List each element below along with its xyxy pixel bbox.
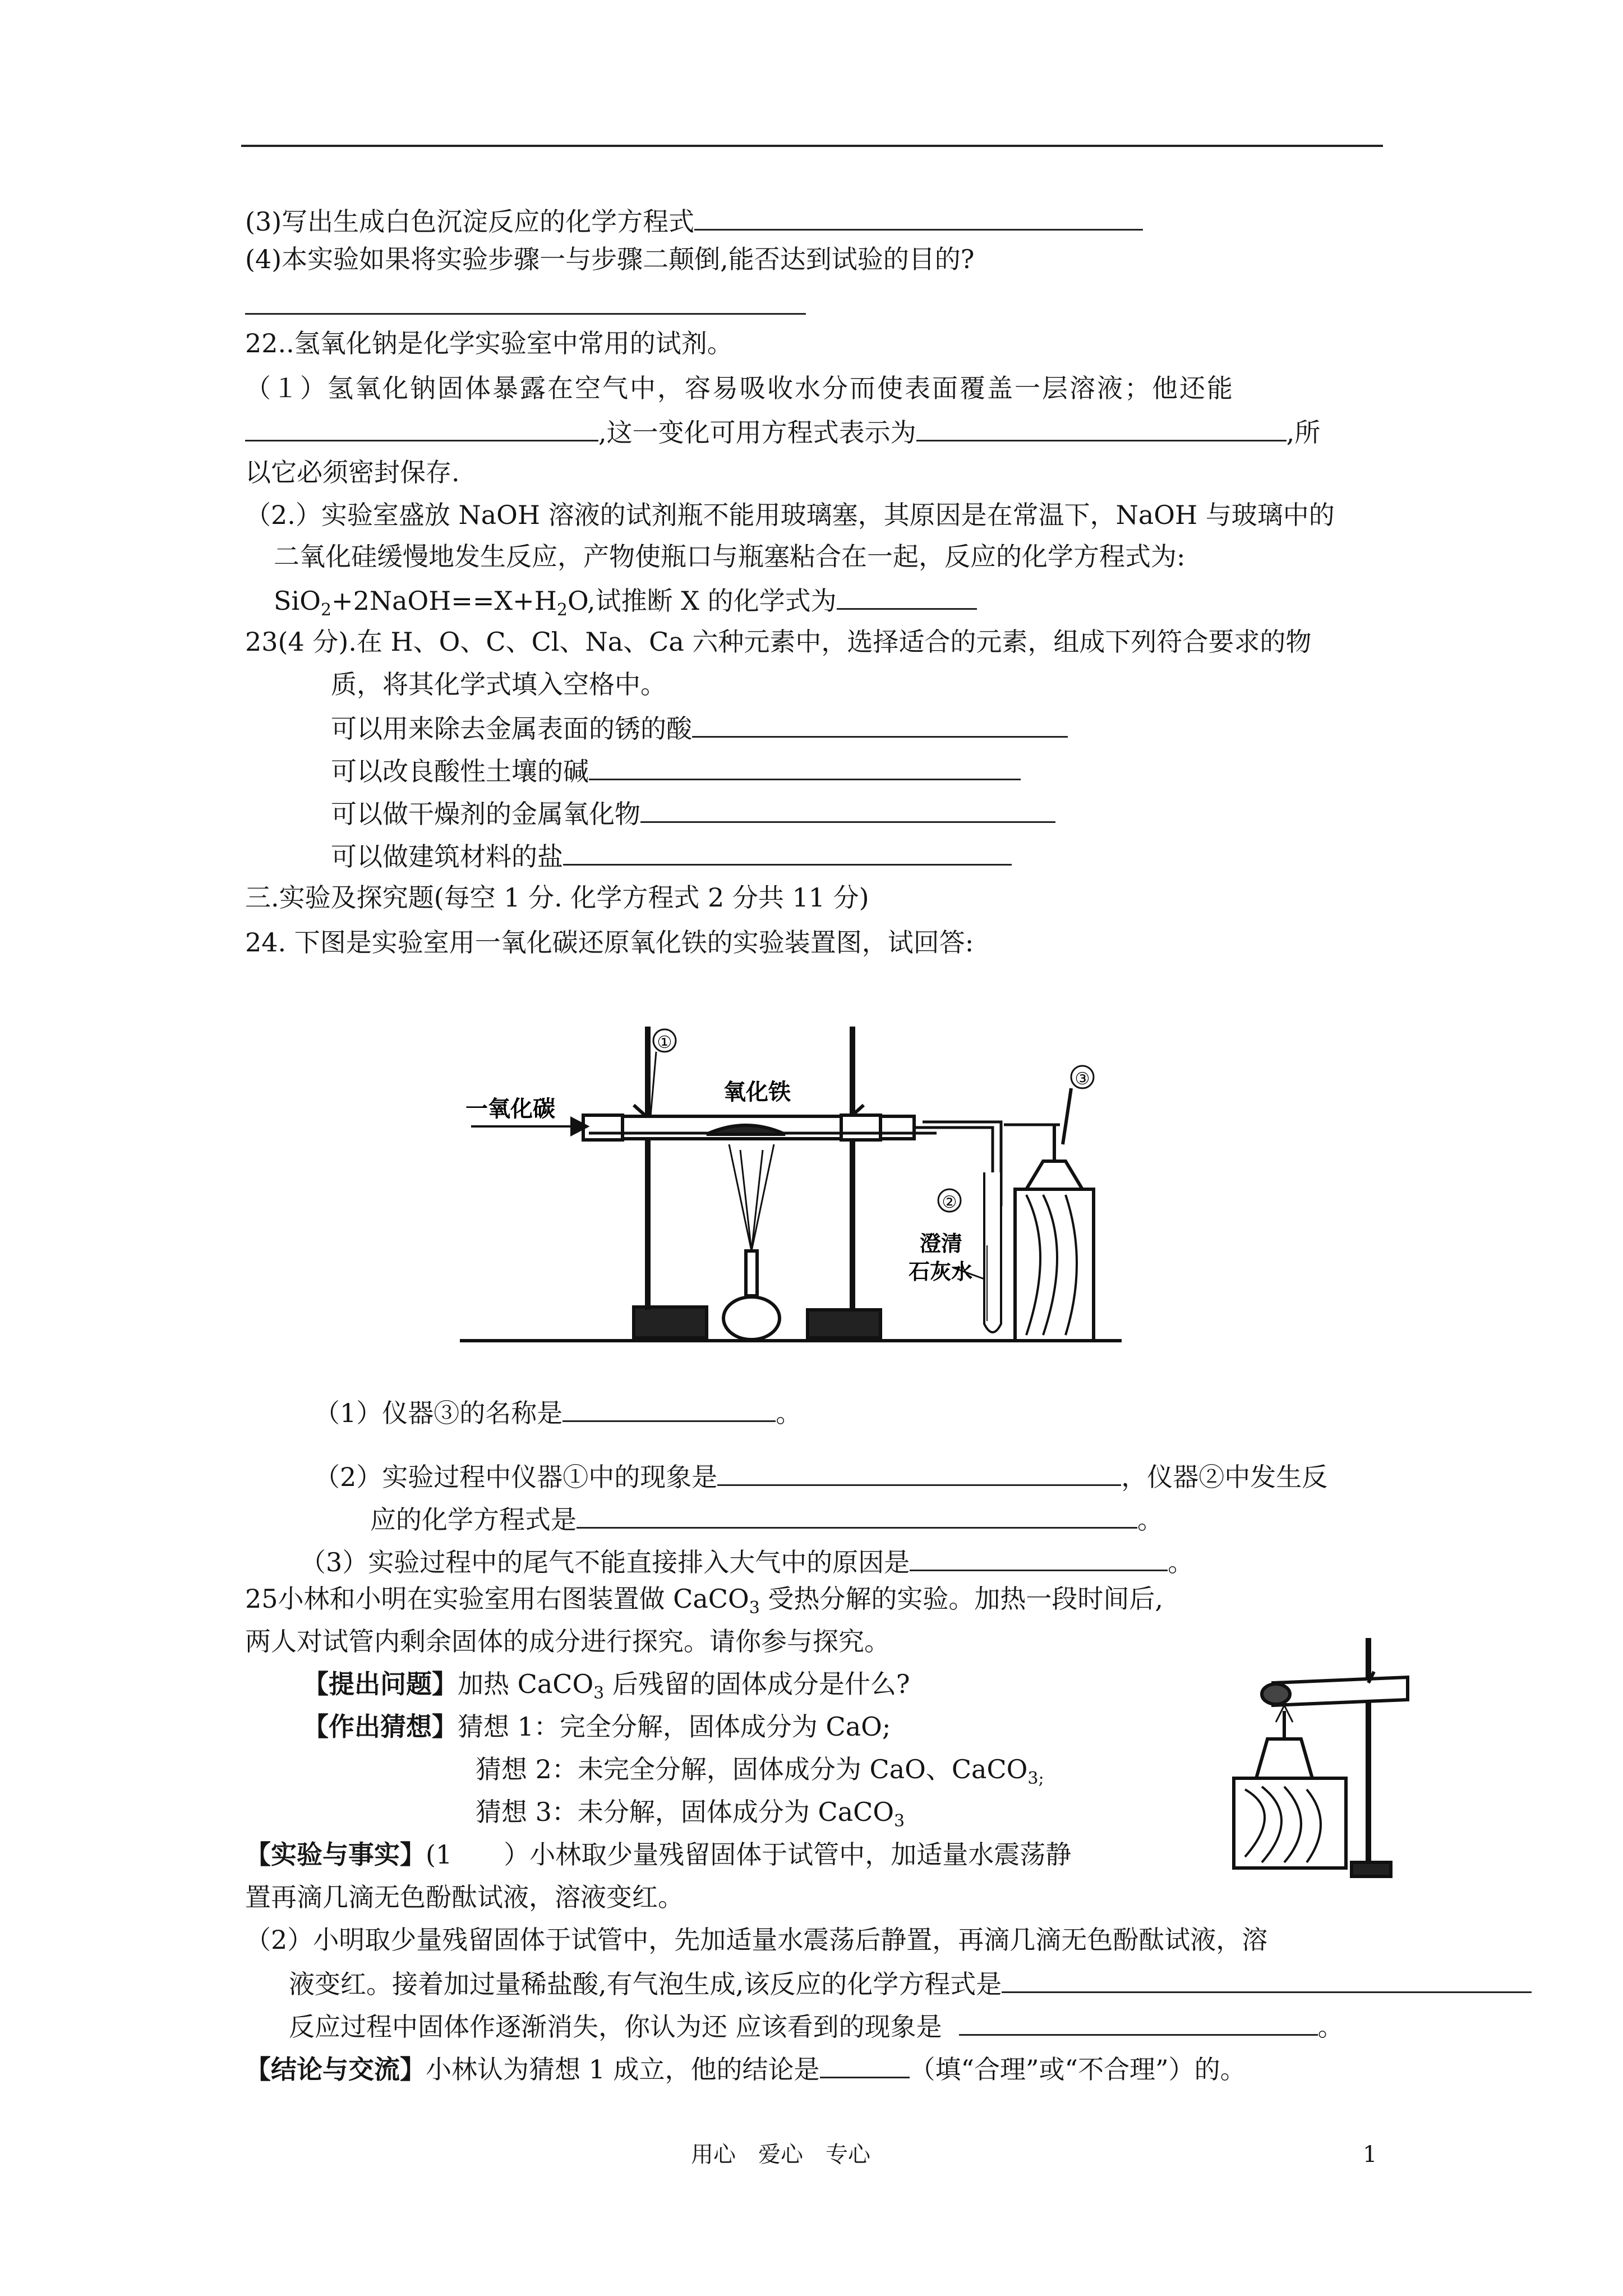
answer-blank[interactable]: [563, 838, 1012, 866]
q25-g: 【实验与事实】(1 ）小林取少量残留固体于试管中，加适量水震荡静: [245, 1839, 1072, 1870]
answer-blank[interactable]: [1002, 1966, 1532, 1993]
q24-3: （3）实验过程中的尾气不能直接排入大气中的原因是 。: [300, 1544, 1193, 1579]
q24-2b: 应的化学方程式是 。: [370, 1501, 1163, 1536]
answer-blank[interactable]: [577, 1501, 1137, 1529]
answer-blank[interactable]: [837, 582, 977, 610]
label-2: ②: [942, 1193, 957, 1212]
q21-4-answer: [245, 287, 806, 323]
q24-1: （1）仪器③的名称是 。: [314, 1395, 801, 1430]
q25-i: （2）小明取少量残留固体于试管中，先加适量水震荡后静置，再滴几滴无色酚酞试液，溶: [245, 1925, 1268, 1955]
q24: 24. 下图是实验室用一氧化碳还原氧化铁的实验装置图，试回答:: [245, 927, 974, 958]
answer-blank[interactable]: [717, 1458, 1121, 1486]
q22-1b: ,这一变化可用方程式表示为 ,所: [245, 414, 1320, 449]
co-reduction-apparatus-figure: [449, 1004, 1133, 1352]
answer-blank[interactable]: [640, 795, 1055, 823]
limewater-label-1: 澄清: [920, 1231, 963, 1256]
page-number: 1: [1363, 2142, 1377, 2168]
q22-2a: （2.）实验室盛放 NaOH 溶液的试剂瓶不能用玻璃塞，其原因是在常温下，NaOH 与玻璃中的: [245, 500, 1335, 530]
q25-h: 置再滴几滴无色酚酞试液，溶液变红。: [245, 1882, 684, 1912]
answer-blank[interactable]: [562, 1395, 776, 1422]
q24-2: （2）实验过程中仪器①中的现象是 ，仪器②中发生反: [314, 1458, 1327, 1494]
caco3-heating-figure: [1223, 1627, 1436, 1879]
q23-b: 质，将其化学式填入空格中。: [331, 669, 666, 700]
q25-a: 25小林和小明在实验室用右图装置做 CaCO$_3$ 受热分解的实验。加热一段时间后,: [245, 1584, 1164, 1618]
answer-blank[interactable]: [589, 753, 1021, 780]
footer-motto: 用心 爱心 专心: [691, 2142, 870, 2168]
label-3: ③: [1075, 1069, 1090, 1089]
q23-f: 可以做建筑材料的盐: [331, 838, 1012, 873]
q25-l: 【结论与交流】小林认为猜想 1 成立，他的结论是 （填“合理”或“不合理”）的。: [245, 2051, 1246, 2086]
q23-c: 可以用来除去金属表面的锈的酸: [331, 710, 1068, 746]
label-1: ①: [657, 1033, 672, 1052]
q21-4: (4)本实验如果将实验步骤一与步骤二颠倒,能否达到试验的目的?: [245, 244, 975, 274]
q25-d: 【作出猜想】猜想 1：完全分解，固体成分为 CaO;: [303, 1711, 891, 1742]
answer-blank[interactable]: [692, 710, 1068, 738]
answer-blank[interactable]: [694, 203, 1143, 231]
q22-2c: $SiO_2+2NaOH==X+H_2O$,试推断 X 的化学式为: [274, 582, 977, 618]
answer-blank[interactable]: [245, 414, 598, 441]
answer-blank[interactable]: [959, 2008, 1318, 2036]
q25-j: 液变红。接着加过量稀盐酸,有气泡生成,该反应的化学方程式是: [289, 1966, 1532, 2001]
q23-d: 可以改良酸性土壤的碱: [331, 753, 1021, 788]
q22-1c: 以它必须密封保存.: [245, 457, 460, 487]
section-3-title: 三.实验及探究题(每空 1 分. 化学方程式 2 分共 11 分): [245, 882, 869, 913]
q21-3: (3)写出生成白色沉淀反应的化学方程式: [245, 203, 1143, 238]
answer-blank[interactable]: [245, 287, 806, 315]
q25-e: 猜想 2：未完全分解，固体成分为 CaO、CaCO$_{3;}$: [476, 1754, 1044, 1789]
q22-1a: （１）氢氧化钠固体暴露在空气中，容易吸收水分而使表面覆盖一层溶液；他还能: [245, 373, 1234, 403]
limewater-label-2: 石灰水: [909, 1259, 973, 1284]
q25-c: 【提出问题】加热 CaCO$_3$ 后残留的固体成分是什么?: [303, 1669, 910, 1704]
q22-2b: 二氧化硅缓慢地发生反应，产物使瓶口与瓶塞粘合在一起，反应的化学方程式为:: [274, 541, 1186, 572]
header-rule: [241, 145, 1383, 147]
q23-e: 可以做干燥剂的金属氧化物: [331, 795, 1055, 831]
q25-k: 反应过程中固体作逐渐消失，你认为还 应该看到的现象是 。: [289, 2008, 1344, 2044]
q22-title: 22..氢氧化钠是化学实验室中常用的试剂。: [245, 328, 733, 358]
answer-blank[interactable]: [910, 1544, 1168, 1571]
q25-f: 猜想 3：未分解，固体成分为 CaCO$_3$: [476, 1797, 905, 1832]
answer-blank[interactable]: [916, 414, 1287, 441]
co-label: 一氧化碳: [465, 1096, 555, 1122]
answer-blank[interactable]: [820, 2051, 910, 2078]
q25-b: 两人对试管内剩余固体的成分进行探究。请你参与探究。: [245, 1626, 890, 1657]
fe2o3-label: 氧化铁: [723, 1079, 791, 1105]
q23-a: 23(4 分).在 H、O、C、Cl、Na、Ca 六种元素中，选择适合的元素，组成下列符合要求的物: [245, 627, 1312, 657]
